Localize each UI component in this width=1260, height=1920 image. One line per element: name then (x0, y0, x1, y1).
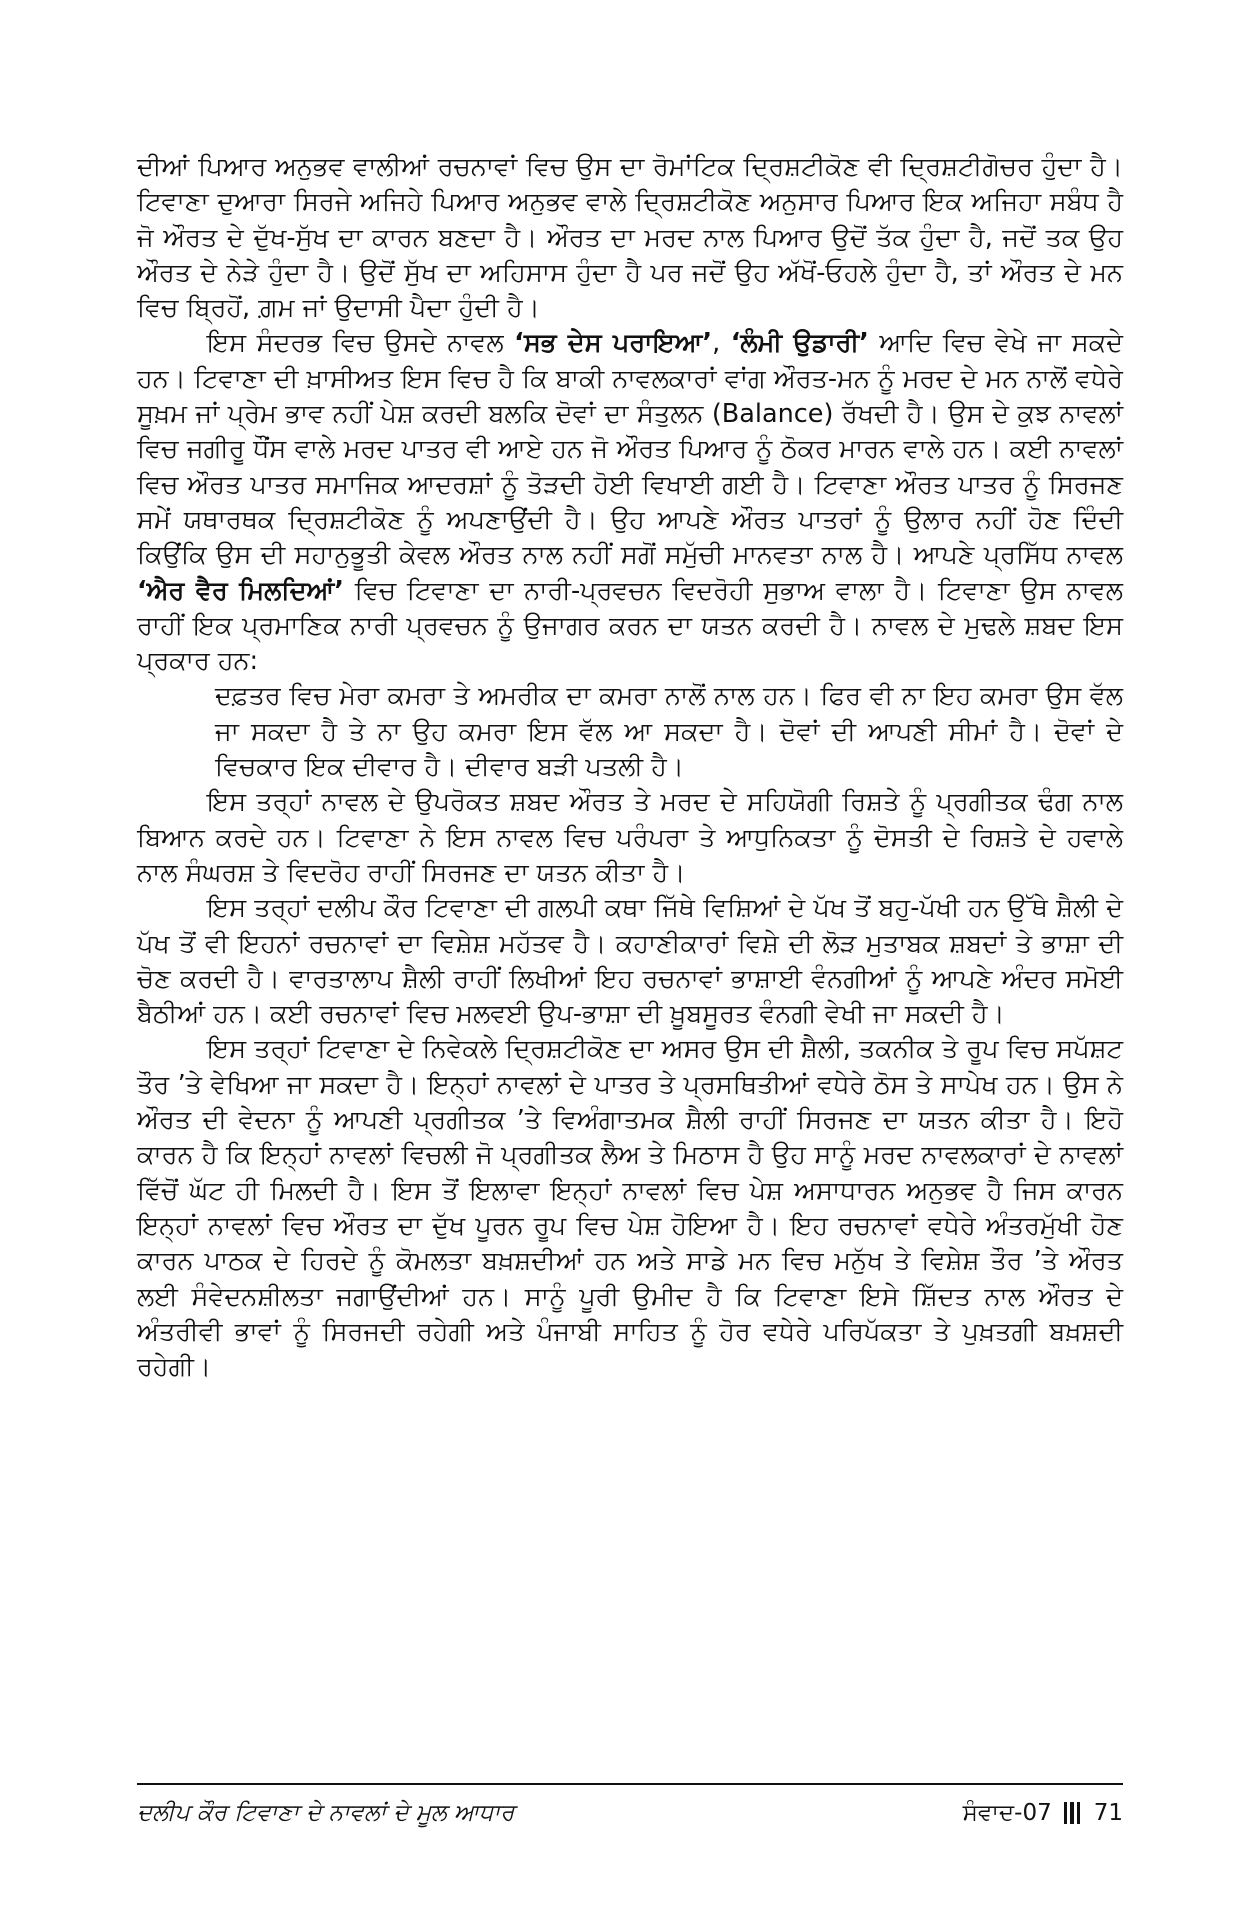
page-body (137, 150, 1123, 1385)
page-footer (137, 1800, 1123, 1840)
page-number: 71 (1093, 1800, 1123, 1826)
novel-title-lammi-udari: ‘ਲੰਮੀ ਉਡਾਰੀ’ (730, 328, 869, 359)
paragraph-4: ਇਸ ਤਰ੍ਹਾਂ ਦਲੀਪ ਕੌਰ ਟਿਵਾਣਾ ਦੀ ਗਲਪੀ ਕਥਾ ਜਿੱਥੇ ਵਿਸ਼ਿਆਂ ਦੇ ਪੱਖ ਤੋਂ ਬਹੁ-ਪੱਖੀ ਹਨ ਉੱਥੇ ਸ਼ੈਲੀ ਦੇ ਪੱਖ ਤੋਂ ਵੀ ਇਹਨਾਂ ਰਚਨਾਵਾਂ ਦਾ ਵਿਸ਼ੇਸ਼ ਮਹੱਤਵ ਹੈ। ਕਹਾਣੀਕਾਰਾਂ ਵਿਸ਼ੇ ਦੀ ਲੋੜ ਮੁਤਾਬਕ ਸ਼ਬਦਾਂ ਤੇ ਭਾਸ਼ਾ ਦੀ ਚੋਣ ਕਰਦੀ ਹੈ। ਵਾਰਤਾਲਾਪ ਸ਼ੈਲੀ ਰਾਹੀਂ ਲਿਖੀਆਂ ਇਹ ਰਚਨਾਵਾਂ ਭਾਸ਼ਾਈ ਵੰਨਗੀਆਂ ਨੂੰ ਆਪਣੇ ਅੰਦਰ ਸਮੋਈ ਬੈਠੀਆਂ ਹਨ। ਕਈ ਰਚਨਾਵਾਂ ਵਿਚ ਮਲਵਈ ਉਪ-ਭਾਸ਼ਾ ਦੀ ਖ਼ੂਬਸੂਰਤ ਵੰਨਗੀ ਵੇਖੀ ਜਾ ਸਕਦੀ ਹੈ। (137, 893, 1123, 1030)
separator-bars-icon (1064, 1802, 1082, 1824)
paragraph-2-text-a: ਇਸ ਸੰਦਰਭ ਵਿਚ ਉਸਦੇ ਨਾਵਲ (207, 328, 515, 359)
paragraph-2-text-c: ਆਦਿ ਵਿਚ ਵੇਖੇ ਜਾ ਸਕਦੇ ਹਨ। ਟਿਵਾਣਾ ਦੀ ਖ਼ਾਸੀਅਤ ਇਸ ਵਿਚ ਹੈ ਕਿ ਬਾਕੀ ਨਾਵਲਕਾਰਾਂ ਵਾਂਗ ਔਰਤ-ਮਨ ਨੂੰ ਮਰਦ ਦੇ ਮਨ ਨਾਲੋਂ ਵਧੇਰੇ ਸੂਖ਼ਮ ਜਾਂ ਪ੍ਰੇਮ ਭਾਵ ਨਹੀਂ ਪੇਸ਼ ਕਰਦੀ ਬਲਕਿ ਦੋਵਾਂ ਦਾ ਸੰਤੁਲਨ (Balance) ਰੱਖਦੀ ਹੈ। ਉਸ ਦੇ ਕੁਝ ਨਾਵਲਾਂ ਵਿਚ ਜਗੀਰੂ ਧੌਂਸ ਵਾਲੇ ਮਰਦ ਪਾਤਰ ਵੀ ਆਏ ਹਨ ਜੋ ਔਰਤ ਪਿਆਰ ਨੂੰ ਠੋਕਰ ਮਾਰਨ ਵਾਲੇ ਹਨ। ਕਈ ਨਾਵਲਾਂ ਵਿਚ ਔਰਤ ਪਾਤਰ ਸਮਾਜਿਕ ਆਦਰਸ਼ਾਂ ਨੂੰ ਤੋੜਦੀ ਹੋਈ ਵਿਖਾਈ ਗਈ ਹੈ। ਟਿਵਾਣਾ ਔਰਤ ਪਾਤਰ ਨੂੰ ਸਿਰਜਣ ਸਮੇਂ ਯਥਾਰਥਕ ਦ੍ਰਿਸ਼ਟੀਕੋਣ ਨੂੰ ਅਪਣਾਉਂਦੀ ਹੈ। ਉਹ ਆਪਣੇ ਔਰਤ ਪਾਤਰਾਂ ਨੂੰ ਉਲਾਰ ਨਹੀਂ ਹੋਣ ਦਿੰਦੀ ਕਿਉਂਕਿ ਉਸ ਦੀ ਸਹਾਨੁਭੂਤੀ ਕੇਵਲ ਔਰਤ ਨਾਲ ਨਹੀਂ ਸਗੋਂ ਸਮੁੱਚੀ ਮਾਨਵਤਾ ਨਾਲ ਹੈ। ਆਪਣੇ ਪ੍ਰਸਿੱਧ ਨਾਵਲ (137, 328, 1123, 571)
paragraph-2-text-b: , (712, 328, 731, 359)
paragraph-2 (137, 326, 1123, 679)
novel-title-air-vair-mildian: ‘ਐਰ ਵੈਰ ਮਿਲਦਿਆਂ’ (137, 575, 344, 606)
paragraph-5: ਇਸ ਤਰ੍ਹਾਂ ਟਿਵਾਣਾ ਦੇ ਨਿਵੇਕਲੇ ਦ੍ਰਿਸ਼ਟੀਕੋਣ ਦਾ ਅਸਰ ਉਸ ਦੀ ਸ਼ੈਲੀ, ਤਕਨੀਕ ਤੇ ਰੂਪ ਵਿਚ ਸਪੱਸ਼ਟ ਤੌਰ ’ਤੇ ਵੇਖਿਆ ਜਾ ਸਕਦਾ ਹੈ। ਇਨ੍ਹਾਂ ਨਾਵਲਾਂ ਦੇ ਪਾਤਰ ਤੇ ਪ੍ਰਸਥਿਤੀਆਂ ਵਧੇਰੇ ਠੋਸ ਤੇ ਸਾਪੇਖ ਹਨ। ਉਸ ਨੇ ਔਰਤ ਦੀ ਵੇਦਨਾ ਨੂੰ ਆਪਣੀ ਪ੍ਰਗੀਤਕ ’ਤੇ ਵਿਅੰਗਾਤਮਕ ਸ਼ੈਲੀ ਰਾਹੀਂ ਸਿਰਜਣ ਦਾ ਯਤਨ ਕੀਤਾ ਹੈ। ਇਹੋ ਕਾਰਨ ਹੈ ਕਿ ਇਨ੍ਹਾਂ ਨਾਵਲਾਂ ਵਿਚਲੀ ਜੋ ਪ੍ਰਗੀਤਕ ਲੈਅ ਤੇ ਮਿਠਾਸ ਹੈ ਉਹ ਸਾਨੂੰ ਮਰਦ ਨਾਵਲਕਾਰਾਂ ਦੇ ਨਾਵਲਾਂ ਵਿੱਚੋਂ ਘੱਟ ਹੀ ਮਿਲਦੀ ਹੈ। ਇਸ ਤੋਂ ਇਲਾਵਾ ਇਨ੍ਹਾਂ ਨਾਵਲਾਂ ਵਿਚ ਪੇਸ਼ ਅਸਾਧਾਰਨ ਅਨੁਭਵ ਹੈ ਜਿਸ ਕਾਰਨ ਇਨ੍ਹਾਂ ਨਾਵਲਾਂ ਵਿਚ ਔਰਤ ਦਾ ਦੁੱਖ ਪੂਰਨ ਰੂਪ ਵਿਚ ਪੇਸ਼ ਹੋਇਆ ਹੈ। ਇਹ ਰਚਨਾਵਾਂ ਵਧੇਰੇ ਅੰਤਰਮੁੱਖੀ ਹੋਣ ਕਾਰਨ ਪਾਠਕ ਦੇ ਹਿਰਦੇ ਨੂੰ ਕੋਮਲਤਾ ਬਖ਼ਸ਼ਦੀਆਂ ਹਨ ਅਤੇ ਸਾਡੇ ਮਨ ਵਿਚ ਮਨੁੱਖ ਤੇ ਵਿਸ਼ੇਸ਼ ਤੌਰ ’ਤੇ ਔਰਤ ਲਈ ਸੰਵੇਦਨਸ਼ੀਲਤਾ ਜਗਾਉਂਦੀਆਂ ਹਨ। ਸਾਨੂੰ ਪੂਰੀ ਉਮੀਦ ਹੈ ਕਿ ਟਿਵਾਣਾ ਇਸੇ ਸ਼ਿੱਦਤ ਨਾਲ ਔਰਤ ਦੇ ਅੰਤਰੀਵੀ ਭਾਵਾਂ ਨੂੰ ਸਿਰਜਦੀ ਰਹੇਗੀ ਅਤੇ ਪੰਜਾਬੀ ਸਾਹਿਤ ਨੂੰ ਹੋਰ ਵਧੇਰੇ ਪਰਿਪੱਕਤਾ ਤੇ ਪੁਖ਼ਤਗੀ ਬਖ਼ਸ਼ਦੀ ਰਹੇਗੀ। (137, 1034, 1123, 1383)
footer-rule (137, 1783, 1123, 1785)
journal-name: ਸੰਵਾਦ-07 (962, 1800, 1052, 1826)
paragraph-3: ਇਸ ਤਰ੍ਹਾਂ ਨਾਵਲ ਦੇ ਉਪਰੋਕਤ ਸ਼ਬਦ ਔਰਤ ਤੇ ਮਰਦ ਦੇ ਸਹਿਯੋਗੀ ਰਿਸ਼ਤੇ ਨੂੰ ਪ੍ਰਗੀਤਕ ਢੰਗ ਨਾਲ ਬਿਆਨ ਕਰਦੇ ਹਨ। ਟਿਵਾਣਾ ਨੇ ਇਸ ਨਾਵਲ ਵਿਚ ਪਰੰਪਰਾ ਤੇ ਆਧੁਨਿਕਤਾ ਨੂੰ ਦੋਸਤੀ ਦੇ ਰਿਸ਼ਤੇ ਦੇ ਹਵਾਲੇ ਨਾਲ ਸੰਘਰਸ਼ ਤੇ ਵਿਦਰੋਹ ਰਾਹੀਂ ਸਿਰਜਣ ਦਾ ਯਤਨ ਕੀਤਾ ਹੈ। (137, 787, 1123, 888)
block-quote: ਦਫ਼ਤਰ ਵਿਚ ਮੇਰਾ ਕਮਰਾ ਤੇ ਅਮਰੀਕ ਦਾ ਕਮਰਾ ਨਾਲੋਂ ਨਾਲ ਹਨ। ਫਿਰ ਵੀ ਨਾ ਇਹ ਕਮਰਾ ਉਸ ਵੱਲ ਜਾ ਸਕਦਾ ਹੈ ਤੇ ਨਾ ਉਹ ਕਮਰਾ ਇਸ ਵੱਲ ਆ ਸਕਦਾ ਹੈ। ਦੋਵਾਂ ਦੀ ਆਪਣੀ ਸੀਮਾਂ ਹੈ। ਦੋਵਾਂ ਦੇ ਵਿਚਕਾਰ ਇਕ ਦੀਵਾਰ ਹੈ। ਦੀਵਾਰ ਬੜੀ ਪਤਲੀ ਹੈ। (215, 681, 1123, 783)
running-title: ਦਲੀਪ ਕੌਰ ਟਿਵਾਣਾ ਦੇ ਨਾਵਲਾਂ ਦੇ ਮੂਲ ਆਧਾਰ (137, 1800, 515, 1826)
paragraph-1: ਦੀਆਂ ਪਿਆਰ ਅਨੁਭਵ ਵਾਲੀਆਂ ਰਚਨਾਵਾਂ ਵਿਚ ਉਸ ਦਾ ਰੋਮਾਂਟਿਕ ਦ੍ਰਿਸ਼ਟੀਕੋਣ ਵੀ ਦ੍ਰਿਸ਼ਟੀਗੋਚਰ ਹੁੰਦਾ ਹੈ। ਟਿਵਾਣਾ ਦੁਆਰਾ ਸਿਰਜੇ ਅਜਿਹੇ ਪਿਆਰ ਅਨੁਭਵ ਵਾਲੇ ਦ੍ਰਿਸ਼ਟੀਕੋਣ ਅਨੁਸਾਰ ਪਿਆਰ ਇਕ ਅਜਿਹਾ ਸਬੰਧ ਹੈ ਜੋ ਔਰਤ ਦੇ ਦੁੱਖ-ਸੁੱਖ ਦਾ ਕਾਰਨ ਬਣਦਾ ਹੈ। ਔਰਤ ਦਾ ਮਰਦ ਨਾਲ ਪਿਆਰ ਉਦੋਂ ਤੱਕ ਹੁੰਦਾ ਹੈ, ਜਦੋਂ ਤਕ ਉਹ ਔਰਤ ਦੇ ਨੇੜੇ ਹੁੰਦਾ ਹੈ। ਉਦੋਂ ਸੁੱਖ ਦਾ ਅਹਿਸਾਸ ਹੁੰਦਾ ਹੈ ਪਰ ਜਦੋਂ ਉਹ ਅੱਖੋਂ-ਓਹਲੇ ਹੁੰਦਾ ਹੈ, ਤਾਂ ਔਰਤ ਦੇ ਮਨ ਵਿਚ ਬ੍ਰਿਹੋਂ, ਗ਼ਮ ਜਾਂ ਉਦਾਸੀ ਪੈਦਾ ਹੁੰਦੀ ਹੈ। (137, 152, 1123, 324)
novel-title-sabh-des-paraya: ‘ਸਭ ਦੇਸ ਪਰਾਇਆ’ (514, 328, 713, 359)
footer-right (963, 1800, 1123, 1826)
paragraph-2-text-d: ਵਿਚ ਟਿਵਾਣਾ ਦਾ ਨਾਰੀ-ਪ੍ਰਵਚਨ ਵਿਦਰੋਹੀ ਸੁਭਾਅ ਵਾਲਾ ਹੈ। ਟਿਵਾਣਾ ਉਸ ਨਾਵਲ ਰਾਹੀਂ ਇਕ ਪ੍ਰਮਾਣਿਕ ਨਾਰੀ ਪ੍ਰਵਚਨ ਨੂੰ ਉਜਾਗਰ ਕਰਨ ਦਾ ਯਤਨ ਕਰਦੀ ਹੈ। ਨਾਵਲ ਦੇ ਮੁਢਲੇ ਸ਼ਬਦ ਇਸ ਪ੍ਰਕਾਰ ਹਨ: (137, 575, 1123, 677)
